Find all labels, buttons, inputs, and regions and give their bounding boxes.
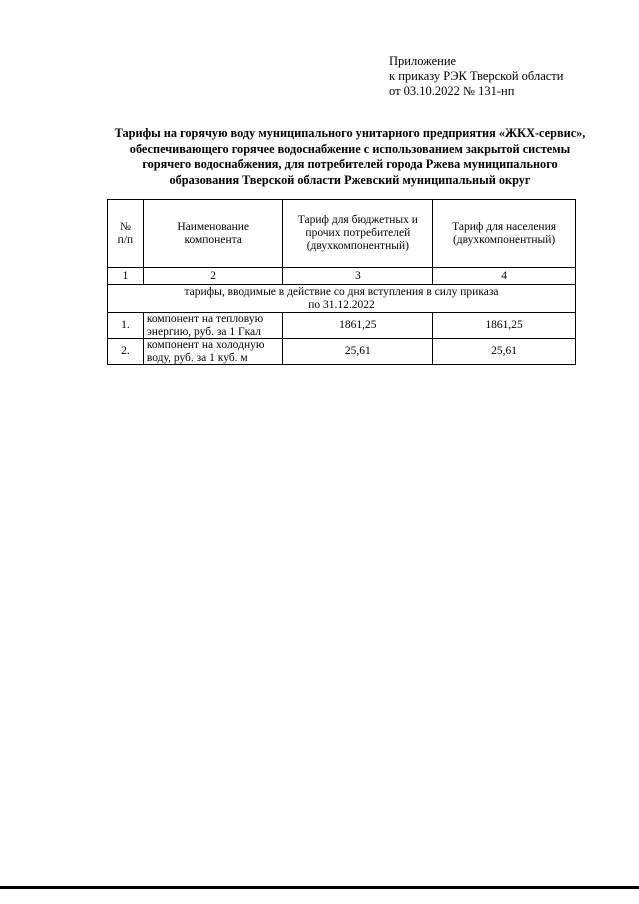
table-index-row	[108, 268, 576, 285]
table-header-row	[108, 200, 576, 268]
header-number-line-2: п/п	[117, 233, 134, 246]
appendix-line-3: от 03.10.2022 № 131-нп	[389, 84, 515, 98]
header-budget-line-3: (двухкомпонентный)	[306, 240, 409, 252]
row-number: 2.	[108, 339, 144, 365]
appendix-line-1: Приложение	[389, 54, 457, 68]
appendix-line-2: к приказу РЭК Тверской области	[389, 69, 564, 83]
section-cell	[108, 285, 576, 313]
header-number-line-1: №	[119, 220, 131, 233]
row-name-line-1: компонент на холодную	[146, 339, 265, 351]
row-budget-tariff: 1861,25	[283, 313, 433, 339]
row-component-name	[143, 313, 283, 339]
header-budget-line-2: прочих потребителей	[305, 227, 411, 239]
row-number: 1.	[108, 313, 144, 339]
row-name-line-2: энергию, руб. за 1 Гкал	[146, 325, 261, 338]
table-section-row	[108, 285, 576, 313]
row-budget-tariff: 25,61	[283, 339, 433, 365]
header-budget-tariff	[283, 200, 433, 268]
title-line-3: горячего водоснабжения, для потребителей города Ржева муниципального	[142, 157, 558, 171]
section-line-2: по 31.12.2022	[308, 298, 375, 311]
title-line-2: обеспечивающего горячее водоснабжение с использованием закрытой системы	[129, 141, 571, 156]
index-cell-1: 1	[108, 268, 144, 285]
section-line-1: тарифы, вводимые в действие со дня вступления в силу приказа	[184, 285, 499, 298]
header-population-tariff	[433, 200, 576, 268]
index-cell-2: 2	[143, 268, 283, 285]
appendix-header	[389, 54, 563, 99]
header-component-name	[143, 200, 283, 268]
table-row	[108, 313, 576, 339]
document-title	[60, 126, 639, 188]
row-population-tariff: 1861,25	[433, 313, 576, 339]
row-component-name	[143, 339, 283, 365]
index-cell-4: 4	[433, 268, 576, 285]
tariff-table	[107, 199, 576, 365]
header-pop-line-2: (двухкомпонентный)	[452, 233, 556, 246]
header-name-line-2: компонента	[184, 233, 242, 246]
row-population-tariff: 25,61	[433, 339, 576, 365]
title-line-4: образования Тверской области Ржевский муниципальный округ	[169, 172, 531, 187]
table-row	[108, 339, 576, 365]
header-budget-line-1: Тариф для бюджетных и	[297, 214, 418, 226]
header-name-line-1: Наименование	[177, 220, 249, 233]
row-name-line-2: воду, руб. за 1 куб. м	[146, 351, 248, 364]
header-pop-line-1: Тариф для населения	[452, 220, 557, 233]
index-cell-3: 3	[283, 268, 433, 285]
title-line-1: Тарифы на горячую воду муниципального унитарного предприятия «ЖКХ-сервис»,	[114, 126, 586, 140]
page-bottom-rule	[0, 886, 639, 889]
header-number	[108, 200, 144, 268]
row-name-line-1: компонент на тепловую	[146, 313, 264, 325]
